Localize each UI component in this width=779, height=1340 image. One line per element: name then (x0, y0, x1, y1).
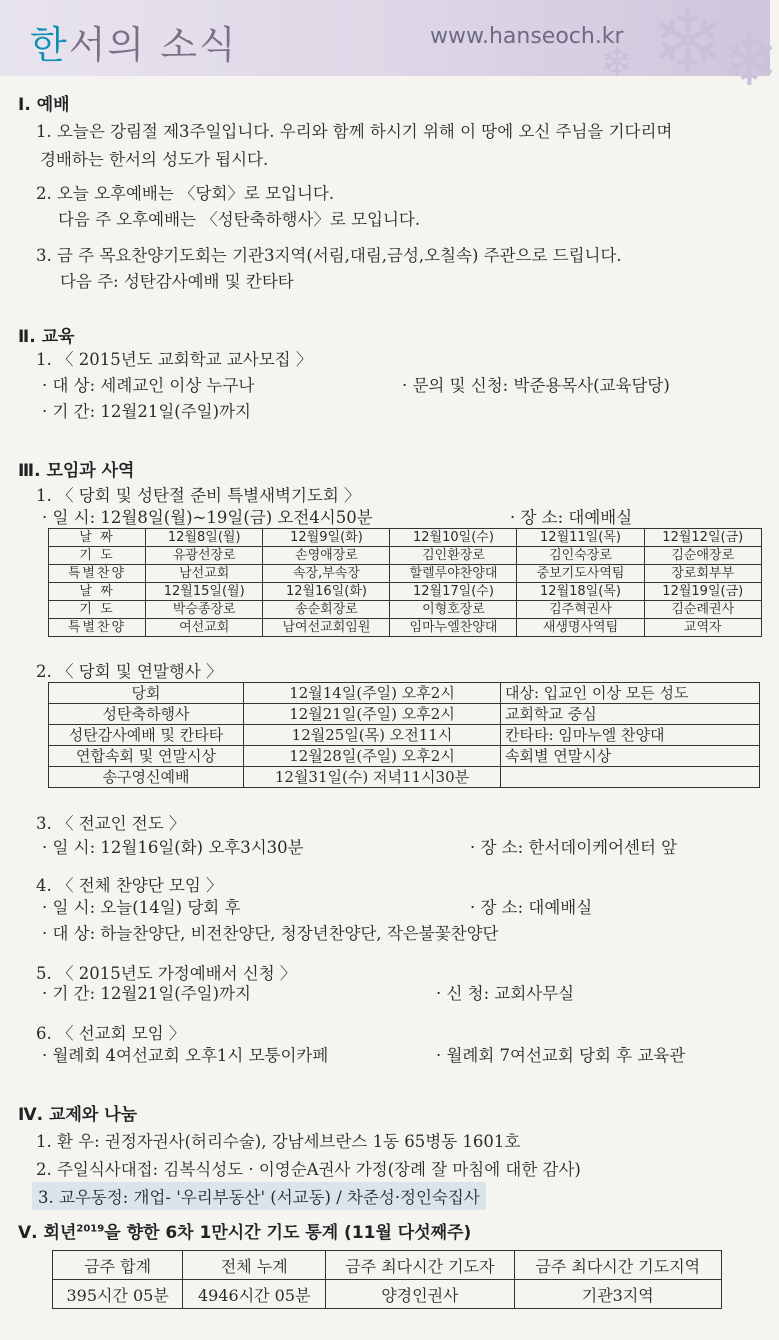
meeting-2-title: 2. 〈 당회 및 연말행사 〉 (36, 662, 223, 681)
snowflake-icon: ❄ (720, 20, 779, 102)
page-title: 한서의 소식 (30, 23, 238, 67)
section-heading-worship: Ⅰ. 예배 (18, 95, 70, 115)
meeting-3-date: · 일 시: 12월16일(화) 오후3시30분 (42, 838, 304, 857)
snowflake-icon: ❄ (650, 0, 726, 95)
worship-item-2: 2. 오늘 오후예배는 〈당회〉로 모입니다. (36, 184, 335, 203)
section-heading-prayer-stats: Ⅴ. 회년$^{2019}$을 향한 6차 1만시간 기도 통계 (11월 다섯째주) (18, 1223, 472, 1243)
table-row: 금주 합계 전체 누계 금주 최다시간 기도자 금주 최다시간 기도지역 (53, 1251, 722, 1280)
meeting-4-place: · 장 소: 대예배실 (470, 898, 593, 917)
section-heading-fellowship: Ⅳ. 교제와 나눔 (18, 1105, 138, 1125)
prayer-schedule-table (48, 528, 762, 637)
fellowship-item-3: 3. 교우동정: 개업- '우리부동산' (서교동) / 차준성·정인숙집사 (32, 1182, 486, 1210)
education-contact: · 문의 및 신청: 박준용목사(교육담당) (402, 376, 670, 395)
table-row: 395시간 05분 4946시간 05분 양경인권사 기관3지역 (53, 1280, 722, 1309)
fellowship-item-1: 1. 환 우: 권정자권사(허리수술), 강남세브란스 1동 65병동 1601호 (36, 1132, 521, 1151)
meeting-1-title: 1. 〈 당회 및 성탄절 준비 특별새벽기도회 〉 (36, 486, 361, 505)
meeting-4-title: 4. 〈 전체 찬양단 모임 〉 (36, 876, 223, 895)
meeting-1-place: · 장 소: 대예배실 (510, 508, 633, 527)
meeting-5-apply: · 신 청: 교회사무실 (436, 984, 575, 1003)
meeting-4-date: · 일 시: 오늘(14일) 당회 후 (42, 898, 241, 917)
table-row: 기 도 박승종장로 송순회장로 이형호장로 김주혁권사 김순례권사 (49, 601, 762, 619)
section-heading-education: Ⅱ. 교육 (18, 327, 75, 347)
table-row: 날 짜 12월15일(월) 12월16일(화) 12월17일(수) 12월18일(목) 12월19일(금) (49, 583, 762, 601)
page-header (0, 0, 779, 102)
meeting-5-period: · 기 간: 12월21일(주일)까지 (42, 984, 251, 1003)
worship-item-3-cont: 다음 주: 성탄감사예배 및 칸타타 (60, 272, 294, 291)
snowflake-icon: ❄ (600, 40, 634, 86)
meeting-4-target: · 대 상: 하늘찬양단, 비전찬양단, 청장년찬양단, 작은불꽃찬양단 (42, 924, 499, 943)
meeting-6-title: 6. 〈 선교회 모임 〉 (36, 1024, 186, 1043)
worship-item-1: 1. 오늘은 강림절 제3주일입니다. 우리와 함께 하시기 위해 이 땅에 오신 주님을 기다리며 (36, 122, 673, 141)
table-row: 기 도 유광선장로 손영애장로 김인환장로 김인숙장로 김순애장로 (49, 547, 762, 565)
table-row: 연합속회 및 연말시상 12월28일(주일) 오후2시 속회별 연말시상 (49, 746, 760, 767)
table-row: 성탄감사예배 및 칸타타 12월25일(목) 오전11시 칸타타: 임마누엘 찬양대 (49, 725, 760, 746)
meeting-1-date: · 일 시: 12월8일(월)~19일(금) 오전4시50분 (42, 508, 373, 527)
table-row: 특별찬양 남선교회 속장,부속장 할렐루야찬양대 중보기도사역팀 장로회부부 (49, 565, 762, 583)
prayer-stats-table (52, 1250, 722, 1309)
meeting-5-title: 5. 〈 2015년도 가정예배서 신청 〉 (36, 964, 297, 983)
table-row: 특별찬양 여선교회 남여선교회임원 임마누엘찬양대 새생명사역팀 교역자 (49, 619, 762, 637)
meeting-6-b: · 월례회 7여선교회 당회 후 교육관 (436, 1046, 686, 1065)
worship-item-3: 3. 금 주 목요찬양기도회는 기관3지역(서림,대림,금성,오칠속) 주관으로 드립니다. (36, 246, 622, 265)
table-row: 송구영신예배 12월31일(수) 저녁11시30분 (49, 767, 760, 788)
table-row: 날 짜 12월8일(월) 12월9일(화) 12월10일(수) 12월11일(목) 12월12일(금) (49, 529, 762, 547)
education-period: · 기 간: 12월21일(주일)까지 (42, 402, 251, 421)
fellowship-item-2: 2. 주일식사대접: 김복식성도 · 이영순A권사 가정(장례 잘 마침에 대한 감사) (36, 1160, 581, 1179)
year-end-events-table (48, 682, 760, 788)
meeting-6-a: · 월례회 4여선교회 오후1시 모퉁이카페 (42, 1046, 329, 1065)
education-target: · 대 상: 세례교인 이상 누구나 (42, 376, 255, 395)
worship-item-1-cont: 경배하는 한서의 성도가 됩시다. (40, 150, 269, 169)
table-row: 당회 12월14일(주일) 오후2시 대상: 입교인 이상 모든 성도 (49, 683, 760, 704)
meeting-3-place: · 장 소: 한서데이케어센터 앞 (470, 838, 678, 857)
website-url: www.hanseoch.kr (430, 24, 624, 49)
table-row: 성탄축하행사 12월21일(주일) 오후2시 교회학교 중심 (49, 704, 760, 725)
meeting-3-title: 3. 〈 전교인 전도 〉 (36, 814, 186, 833)
education-item-title: 1. 〈 2015년도 교회학교 교사모집 〉 (36, 350, 313, 369)
section-heading-meetings: Ⅲ. 모임과 사역 (18, 461, 135, 481)
worship-item-2-cont: 다음 주 오후예배는 〈성탄축하행사〉로 모입니다. (58, 210, 421, 229)
